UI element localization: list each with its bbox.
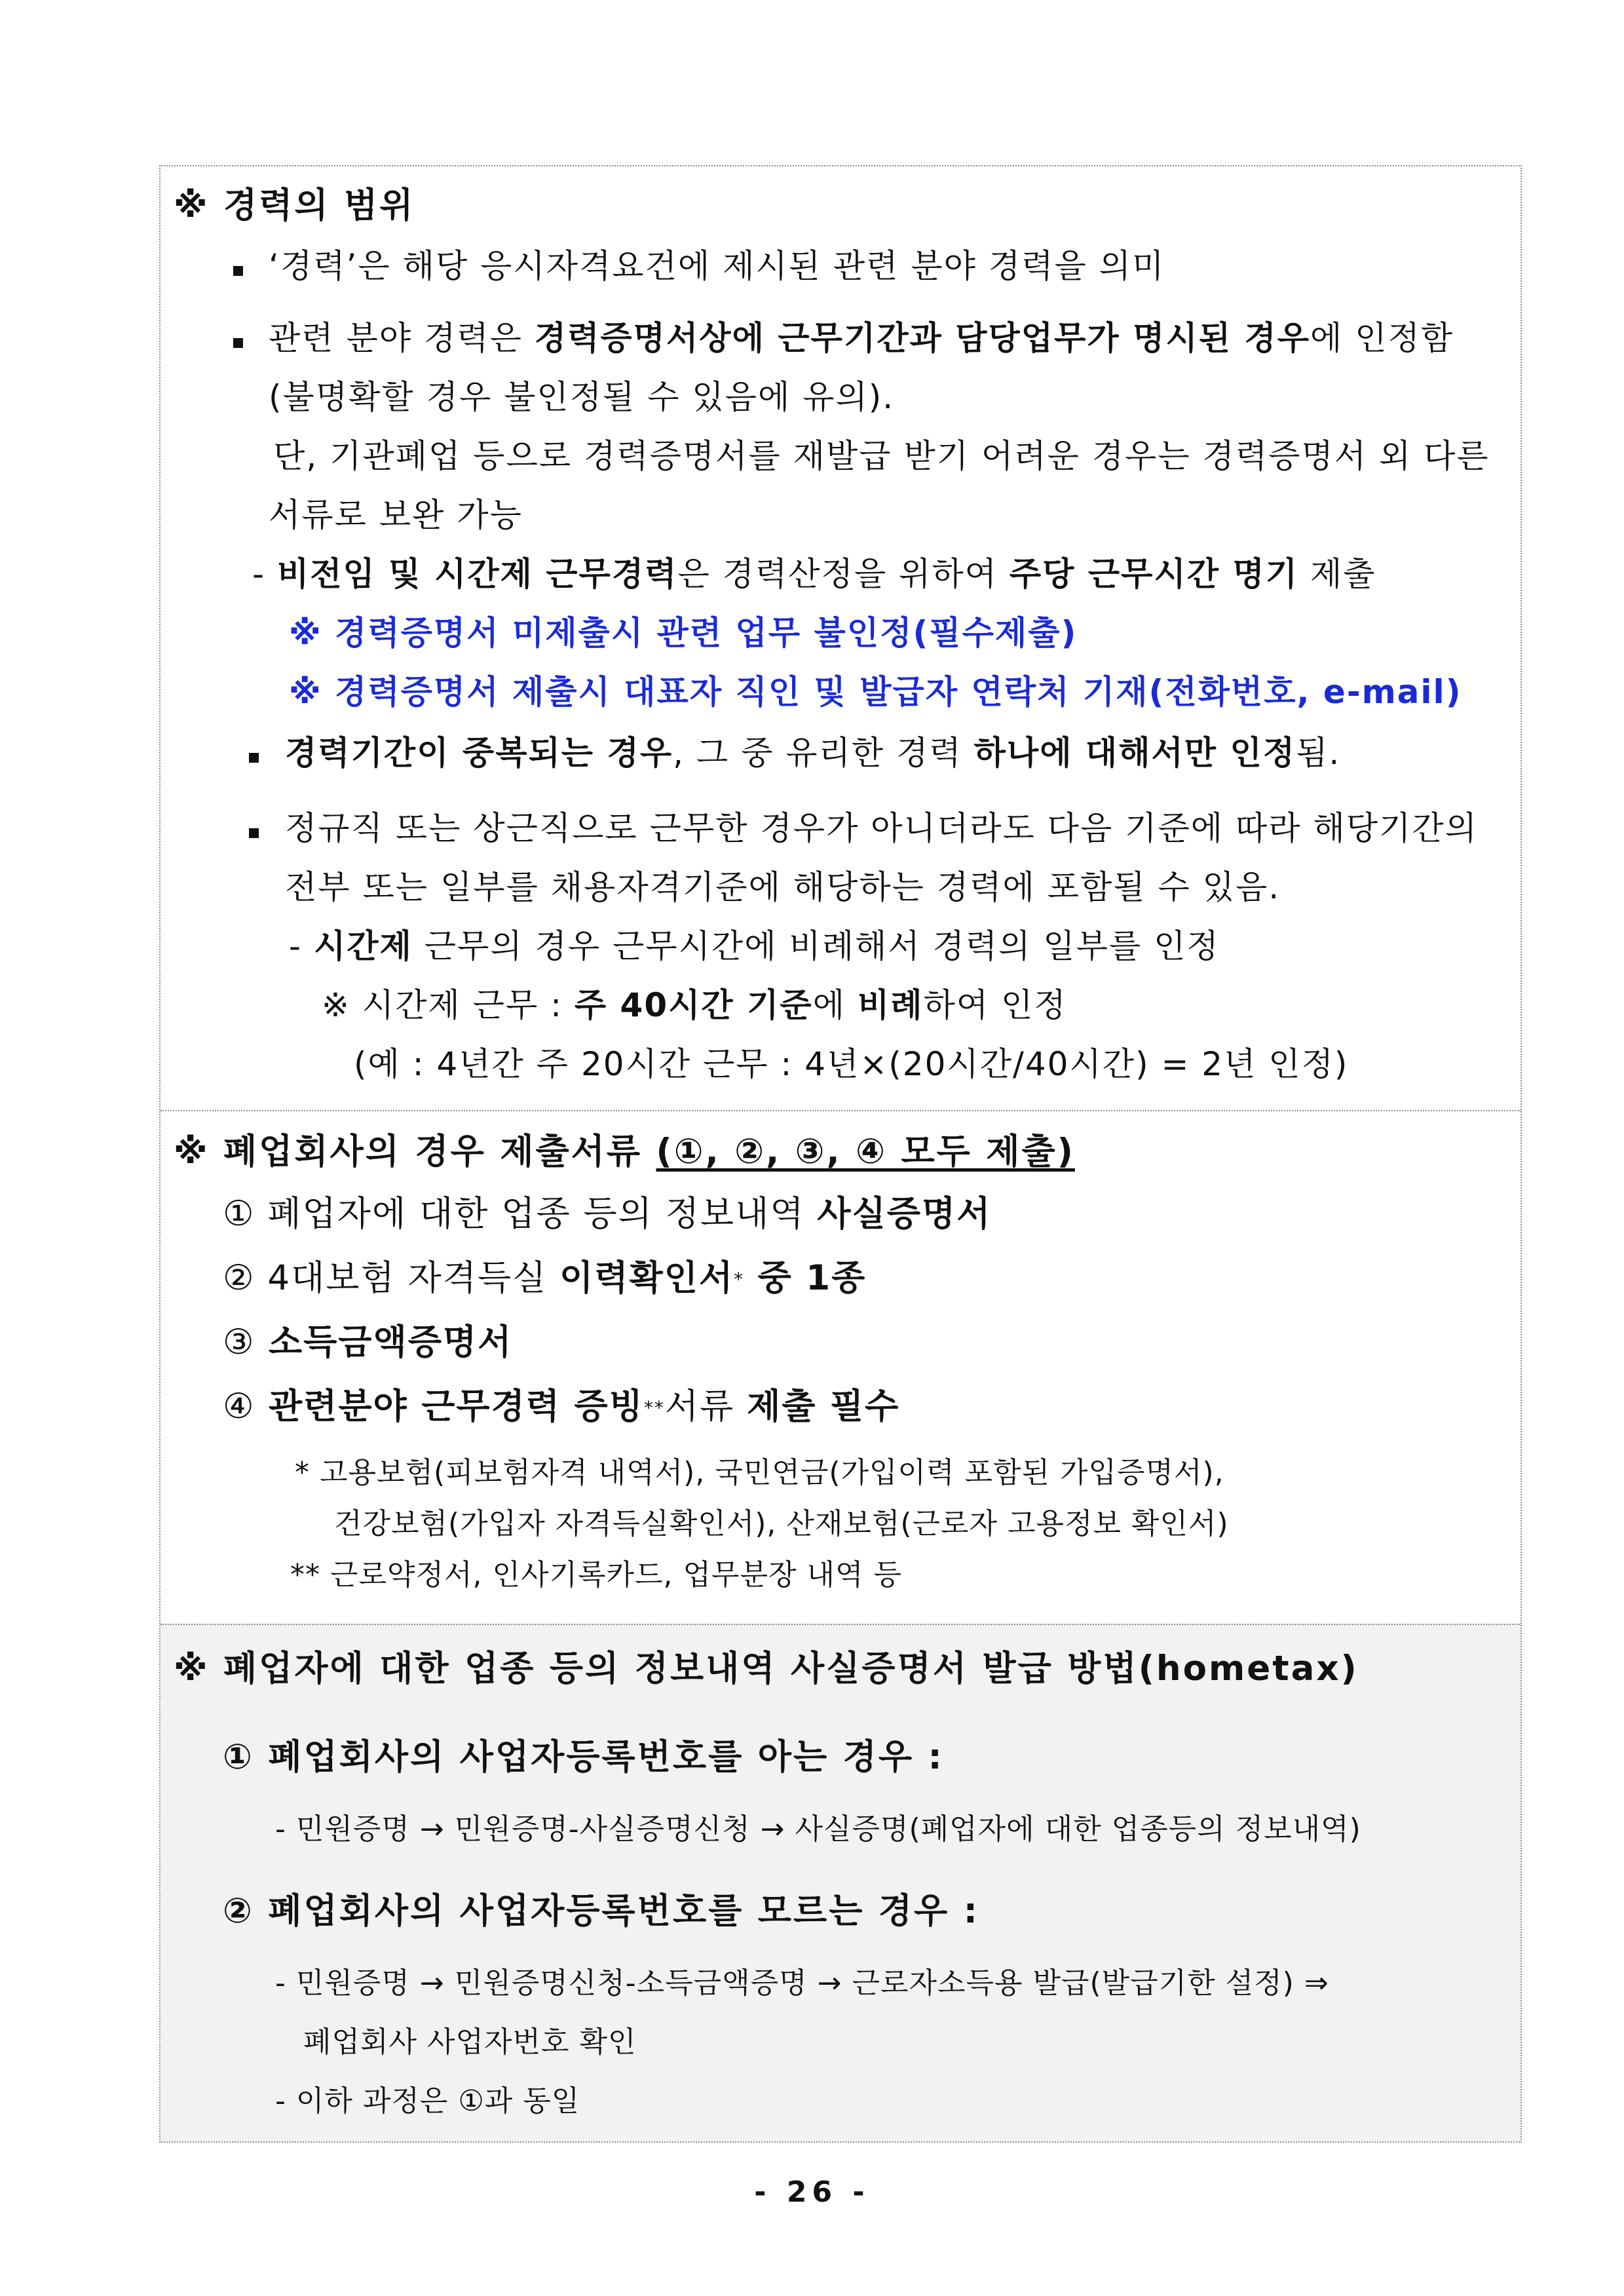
case-2-final-step: - 이하 과정은 ①과 동일 [275, 2084, 580, 2118]
section-title: ※ 폐업자에 대한 업종 등의 정보내역 사실증명서 발급 방법(hometax) [174, 1649, 1359, 1689]
footnote-1-continued: 건강보험(가입자 자격득실확인서), 산재보험(근로자 고용정보 확인서) [334, 1507, 1229, 1540]
bullet-square-icon [249, 828, 259, 838]
section-title: ※ 폐업회사의 경우 제출서류 (①, ②, ③, ④ 모두 제출) [174, 1132, 1075, 1172]
bullet-text-continued: 서류로 보완 가능 [269, 496, 523, 534]
bullet-text-continued: 단, 기관폐업 등으로 경력증명서를 재발급 받기 어려운 경우는 경력증명서 외 다른 [273, 437, 1490, 475]
bullet-text: 관련 분야 경력은 경력증명서상에 근무기간과 담당업무가 명시된 경우에 인정함 [269, 319, 1454, 357]
career-scope-section [161, 166, 1520, 1110]
example-text: (예 : 4년간 주 20시간 근무 : 4년×(20시간/40시간) = 2년 인정) [354, 1045, 1349, 1083]
case-2-heading: ② 폐업회사의 사업자등록번호를 모르는 경우 : [223, 1891, 979, 1931]
bullet-square-icon [249, 753, 259, 763]
bullet-text: 경력기간이 중복되는 경우, 그 중 유리한 경력 하나에 대해서만 인정됨. [285, 734, 1341, 772]
document-item-3: ③ 소득금액증명서 [223, 1322, 513, 1362]
section-title: ※ 경력의 범위 [174, 185, 415, 225]
case-2-steps-continued: 폐업회사 사업자번호 확인 [303, 2025, 637, 2059]
document-item-2: ② 4대보험 자격득실 이력확인서* 중 1종 [223, 1258, 867, 1298]
bullet-text-continued: (불명확할 경우 불인정될 수 있음에 유의). [269, 378, 895, 416]
case-1-heading: ① 폐업회사의 사업자등록번호를 아는 경우 : [223, 1737, 944, 1777]
content-frame [159, 165, 1522, 2143]
footnote-1: * 고용보험(피보험자격 내역서), 국민연금(가입이력 포함된 가입증명서), [295, 1456, 1224, 1489]
page-number: - 26 - [754, 2175, 870, 2209]
required-note: ※ 경력증명서 제출시 대표자 직인 및 발급자 연락처 기재(전화번호, e-mail) [289, 673, 1462, 711]
document-item-4: ④ 관련분야 근무경력 증빙**서류 제출 필수 [223, 1387, 900, 1426]
certificate-issue-method-section [161, 1624, 1520, 2141]
bullet-square-icon [233, 266, 243, 276]
bullet-text-continued: 전부 또는 일부를 채용자격기준에 해당하는 경력에 포함될 수 있음. [285, 868, 1281, 906]
bullet-square-icon [233, 338, 243, 348]
dash-item: - 시간제 근무의 경우 근무시간에 비례해서 경력의 일부를 인정 [289, 927, 1220, 965]
required-note: ※ 경력증명서 미제출시 관련 업무 불인정(필수제출) [289, 614, 1078, 652]
case-2-steps: - 민원증명 → 민원증명신청-소득금액증명 → 근로자소득용 발급(발급기한 설정) ⇒ [275, 1966, 1329, 2000]
case-1-steps: - 민원증명 → 민원증명-사실증명신청 → 사실증명(폐업자에 대한 업종등의 정보내역) [275, 1812, 1361, 1846]
closed-company-documents-section [161, 1110, 1520, 1624]
bullet-text: ‘경력’은 해당 응시자격요건에 제시된 관련 분야 경력을 의미 [269, 247, 1165, 285]
document-item-1: ① 폐업자에 대한 업종 등의 정보내역 사실증명서 [223, 1194, 992, 1234]
dash-item: - 비전임 및 시간제 근무경력은 경력산정을 위하여 주당 근무시간 명기 제출 [252, 555, 1376, 593]
bullet-text: 정규직 또는 상근직으로 근무한 경우가 아니더라도 다음 기준에 따라 해당기간의 [285, 809, 1478, 847]
part-time-note: ※ 시간제 근무 : 주 40시간 기준에 비례하여 인정 [322, 986, 1067, 1024]
footnote-2: ** 근로약정서, 인사기록카드, 업무분장 내역 등 [290, 1558, 902, 1592]
